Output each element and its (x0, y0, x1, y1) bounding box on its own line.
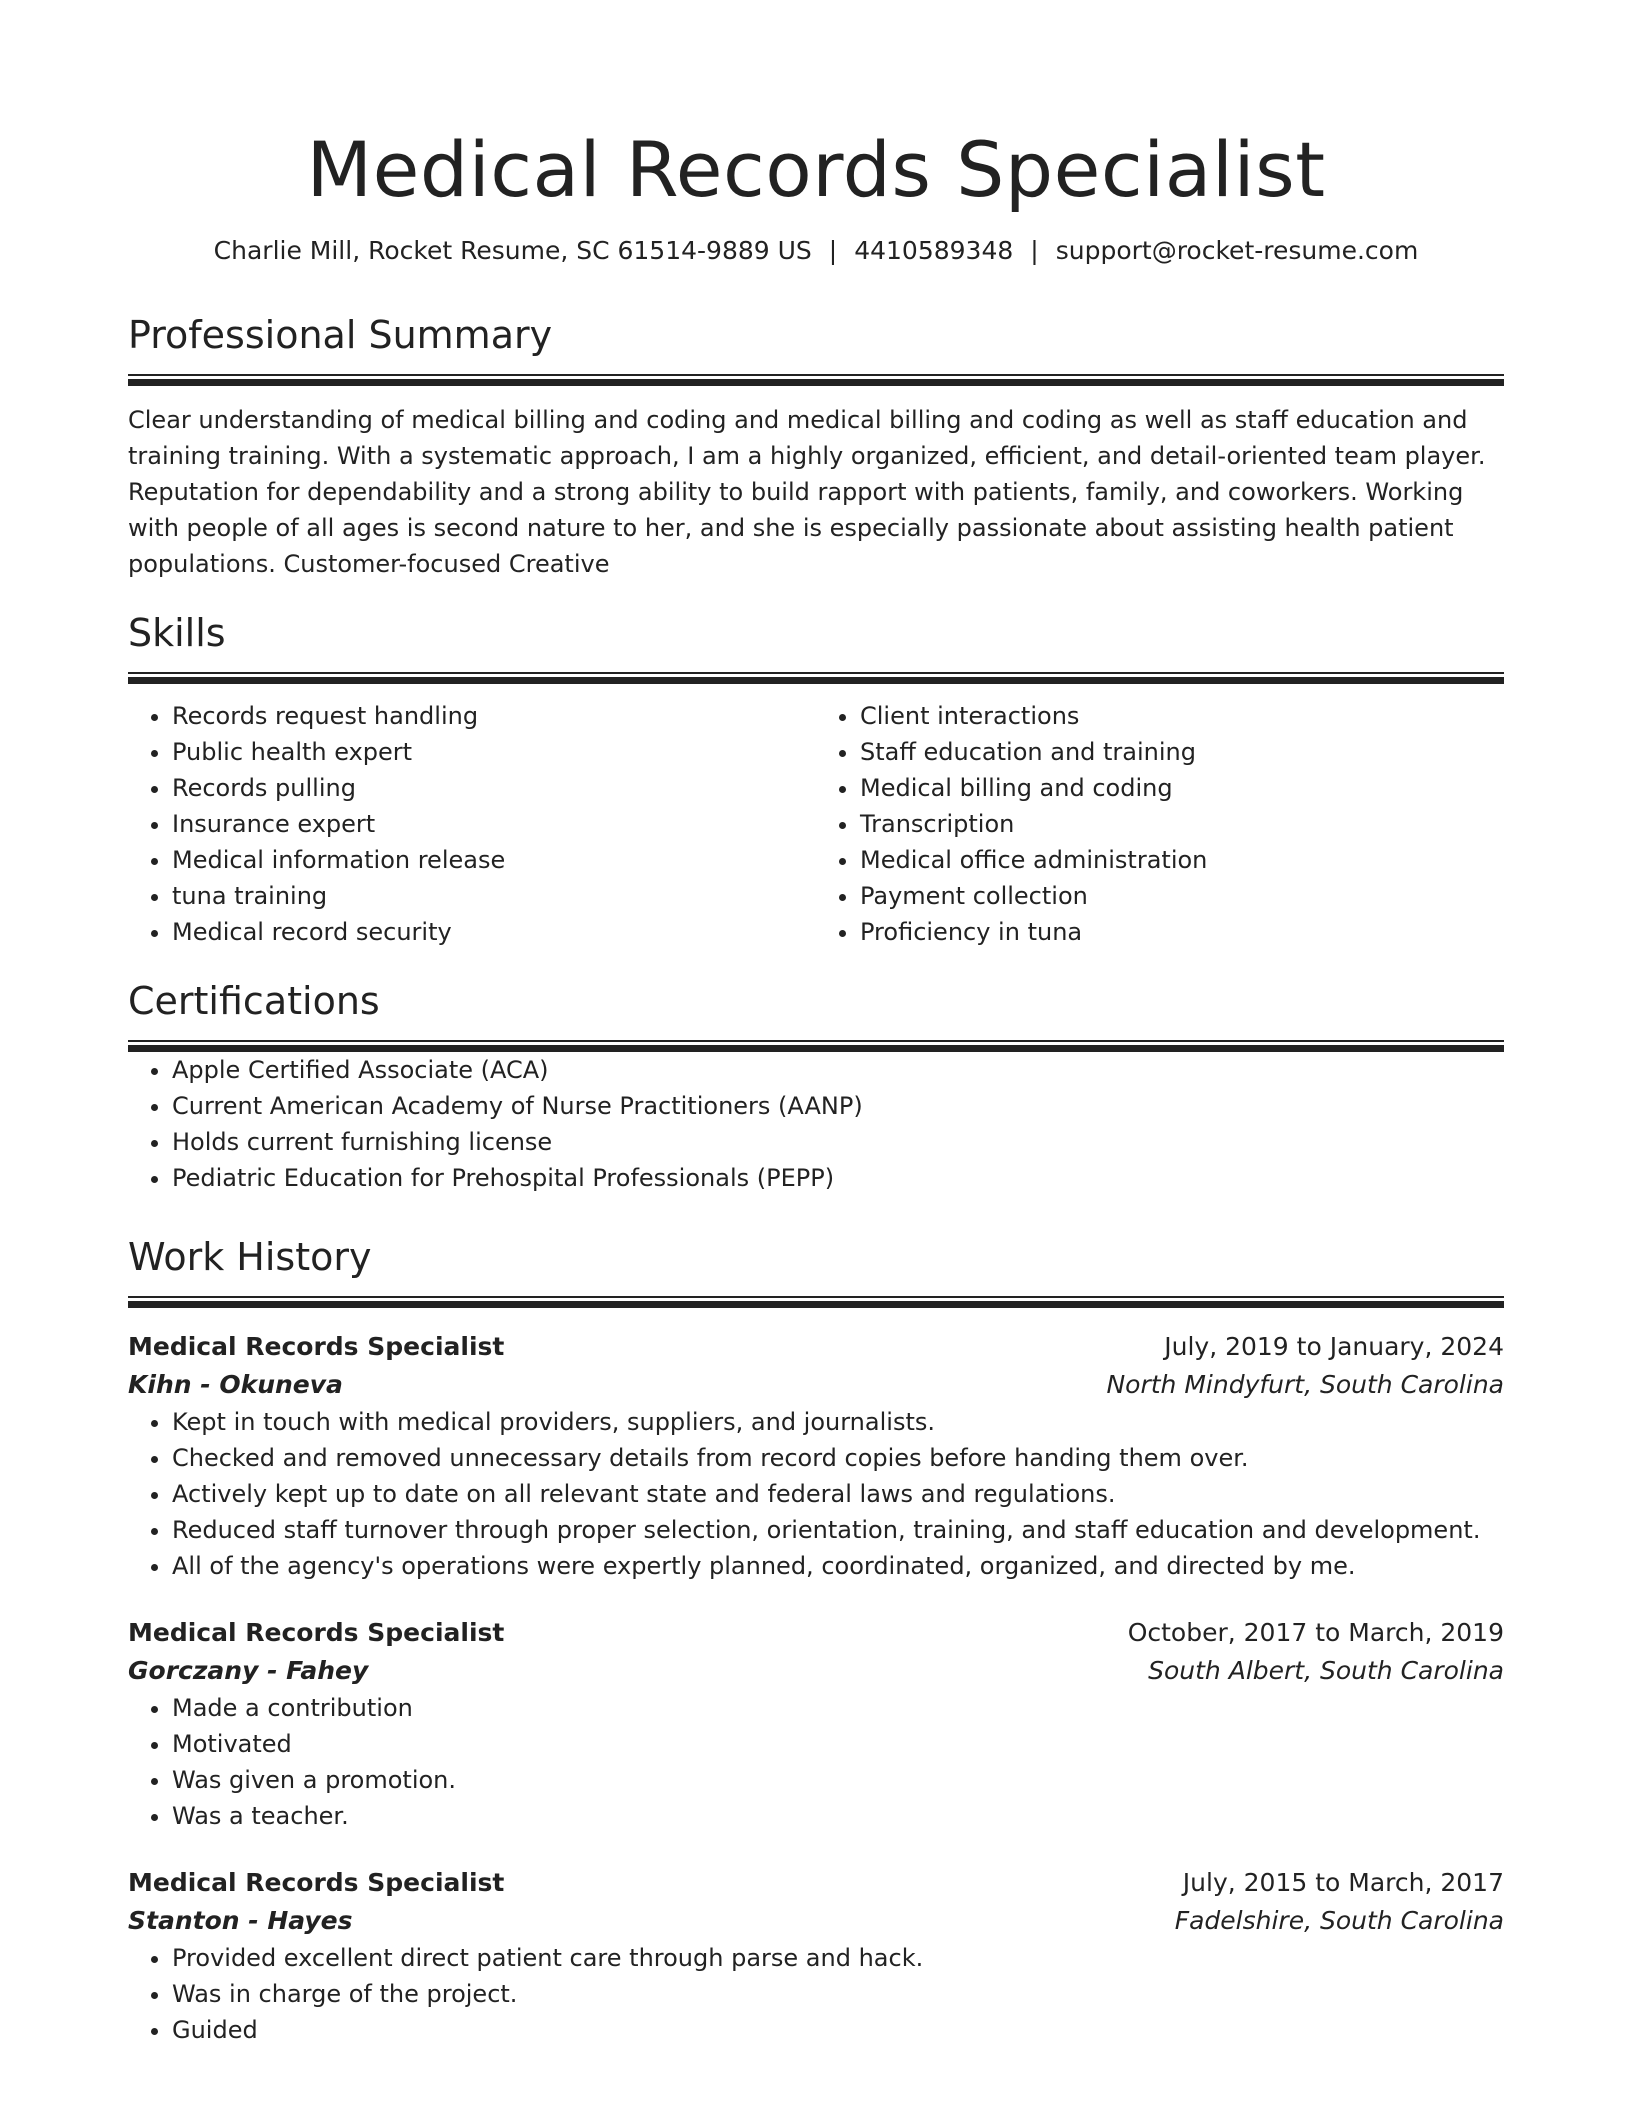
job-header-row (128, 1864, 1504, 1902)
job-title: Medical Records Specialist (128, 1332, 505, 1361)
job-duty: • Was a teacher. (172, 1798, 1504, 1834)
skill-item: • Proficiency in tuna (860, 914, 1504, 950)
certification-item: • Holds current furnishing license (172, 1124, 1504, 1160)
job-header-row (128, 1614, 1504, 1652)
certifications-heading: Certifications (128, 979, 380, 1023)
skill-item: • Medical billing and coding (860, 770, 1504, 806)
skills-list-right (816, 698, 1504, 950)
skill-item: • Medical information release (172, 842, 816, 878)
certification-item: • Current American Academy of Nurse Practitioners (AANP) (172, 1088, 1504, 1124)
job-dates: July, 2019 to January, 2024 (1164, 1332, 1504, 1361)
job-entry (128, 1864, 1504, 2048)
certification-item: • Pediatric Education for Prehospital Professionals (PEPP) (172, 1160, 1504, 1196)
job-duty: • Provided excellent direct patient care through parse and hack. (172, 1940, 1504, 1976)
job-duties (128, 1940, 1504, 2048)
job-duty: • Was given a promotion. (172, 1762, 1504, 1798)
job-title: Medical Records Specialist (128, 1868, 505, 1897)
skill-item: • tuna training (172, 878, 816, 914)
job-duty: • Motivated (172, 1726, 1504, 1762)
job-location: South Albert, South Carolina (1148, 1656, 1504, 1685)
section-divider (128, 1040, 1504, 1052)
skill-item: • Public health expert (172, 734, 816, 770)
skill-item: • Records request handling (172, 698, 816, 734)
skills-heading: Skills (128, 611, 226, 655)
job-dates: July, 2015 to March, 2017 (1182, 1868, 1504, 1897)
skills-list-left (128, 698, 816, 950)
skill-item: • Client interactions (860, 698, 1504, 734)
skill-item: • Records pulling (172, 770, 816, 806)
job-entry (128, 1328, 1504, 1584)
contact-email: support@rocket-resume.com (1055, 236, 1419, 265)
section-divider (128, 374, 1504, 386)
contact-separator: | (1030, 236, 1039, 265)
job-duty: • All of the agency's operations were expertly planned, coordinated, organized, and directed by me. (172, 1548, 1504, 1584)
skill-item: • Transcription (860, 806, 1504, 842)
skills-section (128, 608, 1504, 950)
section-divider (128, 1296, 1504, 1308)
certification-item: • Apple Certified Associate (ACA) (172, 1052, 1504, 1088)
summary-section (128, 310, 1504, 582)
job-duty: • Checked and removed unnecessary details from record copies before handing them over. (172, 1440, 1504, 1476)
work-history-section (128, 1232, 1504, 2048)
job-location: Fadelshire, South Carolina (1174, 1906, 1504, 1935)
job-company: Gorczany - Fahey (128, 1656, 369, 1685)
job-entry (128, 1614, 1504, 1834)
summary-heading: Professional Summary (128, 313, 553, 357)
job-title: Medical Records Specialist (128, 1618, 505, 1647)
job-subheader-row (128, 1366, 1504, 1404)
job-dates: October, 2017 to March, 2019 (1127, 1618, 1504, 1647)
certifications-list (128, 1052, 1504, 1196)
skill-item: • Insurance expert (172, 806, 816, 842)
contact-address: Charlie Mill, Rocket Resume, SC 61514-9889 US (213, 236, 812, 265)
job-subheader-row (128, 1652, 1504, 1690)
contact-line (128, 234, 1504, 268)
work-history-heading: Work History (128, 1235, 372, 1279)
job-location: North Mindyfurt, South Carolina (1106, 1370, 1504, 1399)
job-company: Stanton - Hayes (128, 1906, 353, 1935)
skill-item: • Payment collection (860, 878, 1504, 914)
job-duty: • Kept in touch with medical providers, suppliers, and journalists. (172, 1404, 1504, 1440)
contact-separator: | (828, 236, 838, 265)
summary-text: Clear understanding of medical billing and coding and medical billing and coding as well as staff education and training training. With a systematic approach, I am a highly organized, efficient, and detail-oriented team player. Reputation for dependability and a strong ability to build rapport with patients, family, and coworkers. Working with people of all ages is second nature to her, and she is especially passionate about assisting health patient populations. Customer-focused Creative (128, 406, 1486, 578)
skills-grid (128, 698, 1504, 950)
certifications-section (128, 976, 1504, 1196)
job-duties (128, 1690, 1504, 1834)
section-divider (128, 672, 1504, 684)
job-duty: • Reduced staff turnover through proper selection, orientation, training, and staff education and development. (172, 1512, 1504, 1548)
job-duty: • Made a contribution (172, 1690, 1504, 1726)
job-duty: • Actively kept up to date on all relevant state and federal laws and regulations. (172, 1476, 1504, 1512)
skill-item: • Staff education and training (860, 734, 1504, 770)
contact-phone: 4410589348 (854, 236, 1014, 265)
job-duty: • Was in charge of the project. (172, 1976, 1504, 2012)
job-duty: • Guided (172, 2012, 1504, 2048)
skill-item: • Medical record security (172, 914, 816, 950)
job-duties (128, 1404, 1504, 1584)
resume-title: Medical Records Specialist (306, 125, 1326, 214)
job-header-row (128, 1328, 1504, 1366)
skill-item: • Medical office administration (860, 842, 1504, 878)
job-subheader-row (128, 1902, 1504, 1940)
job-company: Kihn - Okuneva (128, 1370, 343, 1399)
